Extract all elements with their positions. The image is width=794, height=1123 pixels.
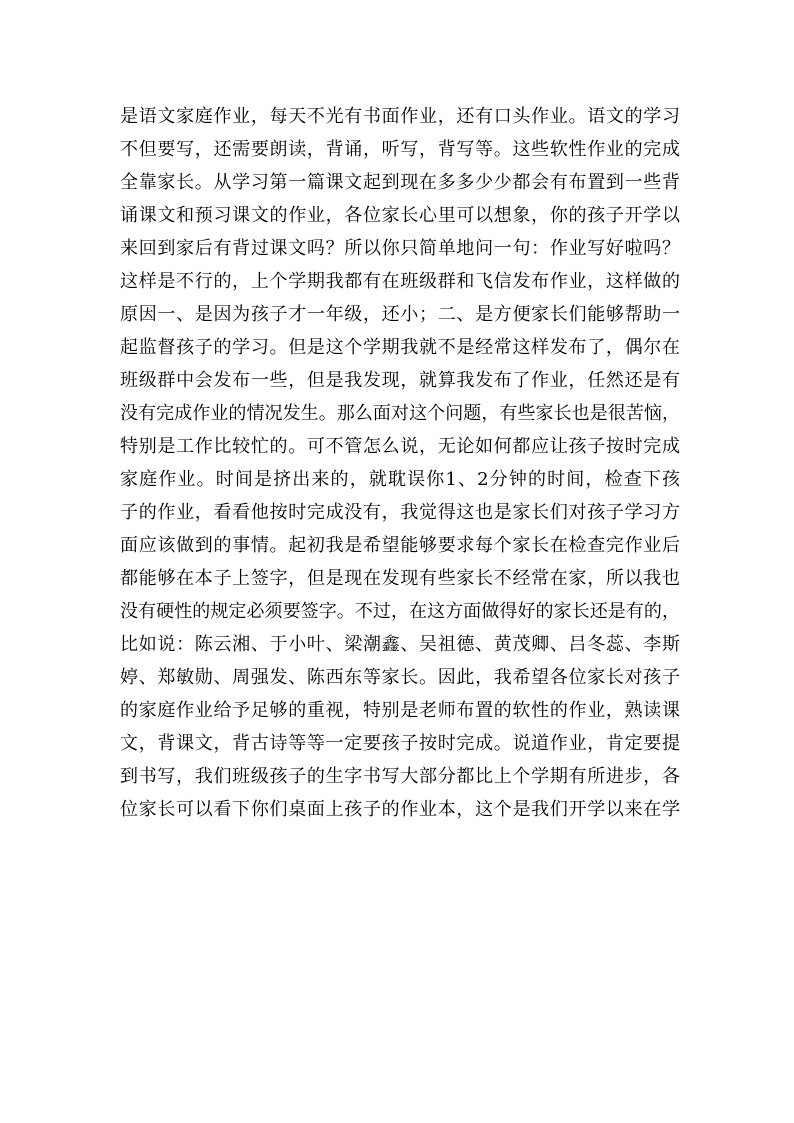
text-line: 起监督孩子的学习。但是这个学期我就不是经常这样发布了，偶尔在 — [120, 337, 680, 358]
text-line: 的家庭作业给予足够的重视，特别是老师布置的软性的作业，熟读课 — [120, 700, 680, 721]
text-line: 没有完成作业的情况发生。那么面对这个问题，有些家长也是很苦恼， — [120, 403, 680, 424]
text-line: 全靠家长。从学习第一篇课文起到现在多多少少都会有布置到一些背 — [120, 172, 680, 193]
text-line: 不但要写，还需要朗读，背诵，听写，背写等。这些软性作业的完成 — [120, 139, 680, 160]
text-line: 子的作业，看看他按时完成没有，我觉得这也是家长们对孩子学习方 — [120, 502, 680, 523]
body-text — [120, 100, 680, 826]
text-line: 特别是工作比较忙的。可不管怎么说，无论如何都应让孩子按时完成 — [120, 436, 680, 457]
text-line: 班级群中会发布一些，但是我发现，就算我发布了作业，任然还是有 — [120, 370, 680, 391]
text-line: 这样是不行的，上个学期我都有在班级群和飞信发布作业，这样做的 — [120, 271, 680, 292]
text-line: 诵课文和预习课文的作业，各位家长心里可以想象，你的孩子开学以 — [120, 205, 680, 226]
text-line: 都能够在本子上签字，但是现在发现有些家长不经常在家，所以我也 — [120, 568, 680, 589]
text-line: 文，背课文，背古诗等等一定要孩子按时完成。说道作业，肯定要提 — [120, 733, 680, 754]
text-line: 是语文家庭作业，每天不光有书面作业，还有口头作业。语文的学习 — [120, 106, 680, 127]
text-line: 比如说：陈云湘、于小叶、梁潮鑫、吴祖德、黄茂卿、吕冬蕊、李斯 — [120, 634, 680, 655]
text-line: 没有硬性的规定必须要签字。不过，在这方面做得好的家长还是有的， — [120, 601, 680, 622]
text-line: 来回到家后有背过课文吗？所以你只简单地问一句：作业写好啦吗？ — [120, 238, 680, 259]
text-line: 到书写，我们班级孩子的生字书写大部分都比上个学期有所进步，各 — [120, 766, 680, 787]
text-line: 原因一、是因为孩子才一年级，还小；二、是方便家长们能够帮助一 — [120, 304, 680, 325]
text-line: 家庭作业。时间是挤出来的，就耽误你1、2分钟的时间，检查下孩 — [120, 469, 680, 490]
text-line: 婷、郑敏勋、周强发、陈西东等家长。因此，我希望各位家长对孩子 — [120, 667, 680, 688]
text-line: 位家长可以看下你们桌面上孩子的作业本，这个是我们开学以来在学 — [120, 799, 680, 820]
text-line: 面应该做到的事情。起初我是希望能够要求每个家长在检查完作业后 — [120, 535, 680, 556]
